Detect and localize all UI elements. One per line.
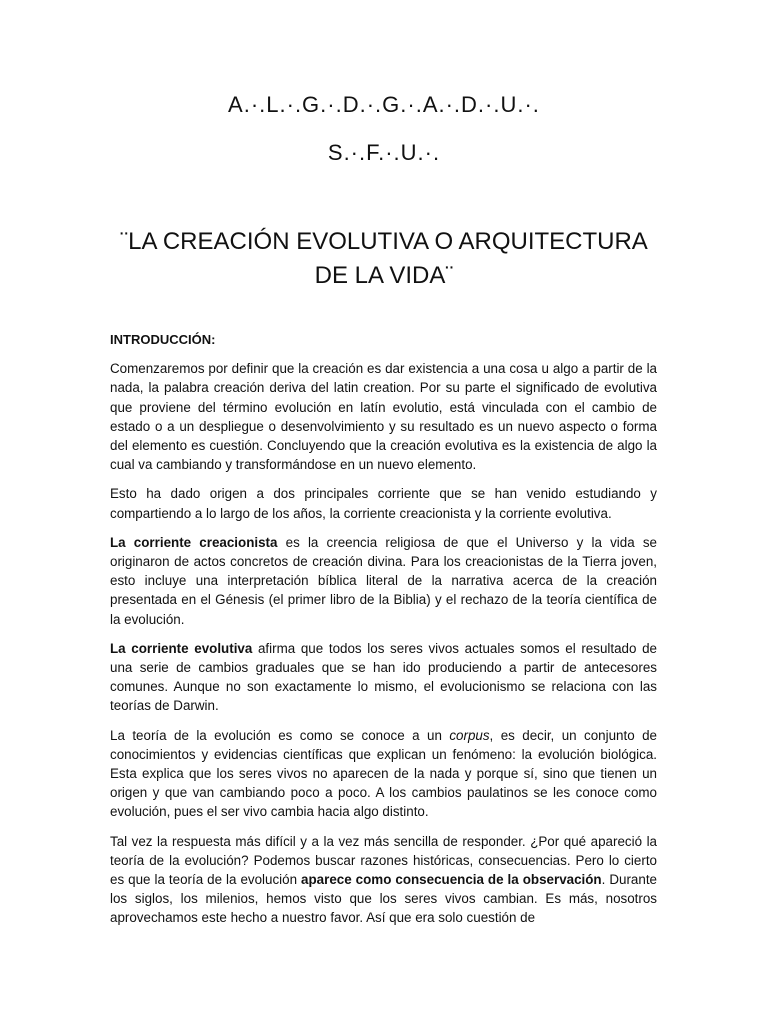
creationist-text: es la creencia religiosa de que el Universo y la vida se originaron de actos concretos de creación divina. Para los creacionistas de la Tierra joven, esto incluye una interpretación bíblica literal de la narrativa acerca de la creación presentada en el Génesis (el primer libro de la Biblia) y el rechazo de la teoría científica de la evolución. [110, 534, 657, 627]
theory-text-b: , es decir, un conjunto de conocimientos y evidencias científicas que explican un fenómeno: la evolución biológica. Esta explica que los seres vivos no aparecen de la nada y porque sí, sino que tienen un origen y que van cambiando poco a poco. A los cambios paulatinos se les conoce como evolución, pues el ser vivo cambia hacia algo distinto. [110, 727, 657, 820]
title-line-2: DE LA VIDA¨ [314, 262, 454, 289]
evolutionary-text: afirma que todos los seres vivos actuales somos el resultado de una serie de cambios graduales que se han ido produciendo a partir de antecesores comunes. Aunque no son exactamente lo mismo, el evolucionismo se relaciona con las teorías de Darwin. [110, 640, 657, 714]
paragraph-creationist [110, 533, 657, 629]
observation-emphasis: aparece como consecuencia de la observación [301, 872, 602, 888]
theory-text-a: La teoría de la evolución es como se conoce a un [110, 727, 450, 743]
term-corpus: corpus [449, 727, 490, 743]
section-heading: INTRODUCCIÓN: [110, 332, 216, 347]
observation-text-a: Tal vez la respuesta más difícil y a la vez más sencilla de responder. ¿Por qué apareció la teoría de la evolución? Podemos buscar razones históricas, consecuencias. Pero lo cierto es que la teoría de la evolución [110, 833, 657, 888]
term-evolutionary: La corriente evolutiva [110, 640, 253, 656]
paragraph-two-currents: Esto ha dado origen a dos principales corriente que se han venido estudiando y compartiendo a lo largo de los años, la corriente creacionista y la corriente evolutiva. [110, 486, 657, 521]
paragraph-theory [110, 726, 657, 822]
lodge-acronym-line-1: A.·.L.·.G.·.D.·.G.·.A.·.D.·.U.·. [228, 92, 540, 117]
paragraph-observation [110, 832, 657, 928]
document-body [110, 330, 657, 938]
title-line-1: ¨LA CREACIÓN EVOLUTIVA O ARQUITECTURA [120, 228, 648, 255]
observation-text-b: . Durante los siglos, los milenios, hemos visto que los seres vivos cambian. Es más, nosotros aprovechamos este hecho a nuestro favor. Así que era solo cuestión de [110, 872, 657, 926]
lodge-acronym-line-2: S.·.F.·.U.·. [327, 140, 441, 165]
paragraph-definition: Comenzaremos por definir que la creación es dar existencia a una cosa u algo a partir de la nada, la palabra creación deriva del latin creation. Por su parte el significado de evolutiva que proviene del término evolución en latín evolutio, está vinculada con el cambio de estado o a un despliegue o desenvolvimiento y su resultado es un nuevo aspecto o forma del elemento es cuestión. Concluyendo que la creación evolutiva es la existencia de algo la cual va cambiando y transformándose en un nuevo elemento. [110, 361, 657, 473]
term-creationist: La corriente creacionista [110, 534, 278, 550]
document-title [100, 225, 668, 293]
paragraph-evolutionary [110, 639, 657, 716]
